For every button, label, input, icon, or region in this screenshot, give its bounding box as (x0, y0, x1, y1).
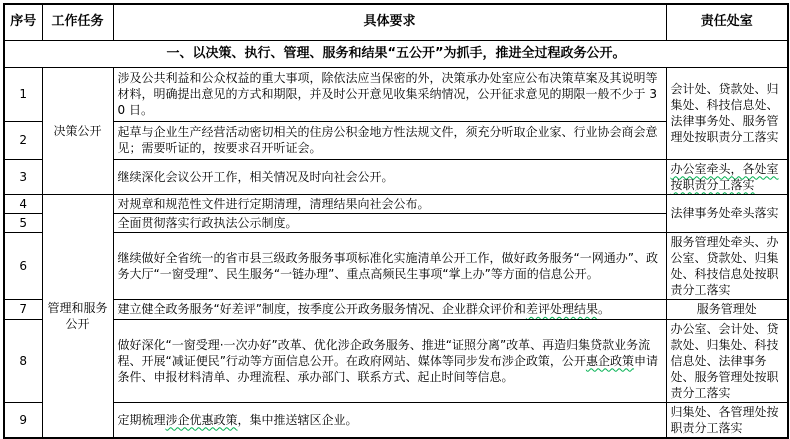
requirement-cell: 涉及公共利益和公众权益的重大事项，除依法应当保密的外，决策承办处室应公布决策草案及其说明等材料，明确提出意见的方式和期限，并及时公开意见收集采纳情况，公开征求意见的期限一般不少于 30 日。 (113, 67, 666, 121)
table-row (4, 232, 788, 299)
table-row (4, 319, 788, 402)
row-number: 8 (4, 319, 42, 402)
row-number: 7 (4, 299, 42, 319)
table-header-row (4, 4, 788, 40)
department-cell: 服务管理处牵头、办公室、贷款处、归集处、科技信息处按职责分工落实 (666, 232, 788, 299)
table-row (4, 67, 788, 121)
table-row (4, 159, 788, 194)
section-row (4, 40, 788, 67)
header-specific-requirement: 具体要求 (113, 4, 666, 40)
requirement-cell: 定期梳理涉企优惠政策，集中推送辖区企业。 (113, 402, 666, 438)
requirement-cell: 建立健全政务服务“好差评”制度，按季度公开政务服务情况、企业群众评价和差评处理结果。 (113, 299, 666, 319)
task-group-decision: 决策公开 (42, 67, 113, 194)
section-title: 一、以决策、执行、管理、服务和结果“五公开”为抓手，推进全过程政务公开。 (4, 40, 788, 67)
work-tasks-table (3, 3, 789, 439)
row-number: 9 (4, 402, 42, 438)
header-work-task: 工作任务 (42, 4, 113, 40)
header-serial-number: 序号 (4, 4, 42, 40)
row-number: 5 (4, 213, 42, 232)
requirement-cell: 继续做好全省统一的省市县三级政务服务事项标准化实施清单公开工作，做好政务服务“一网通办”、政务大厅“一窗受理”、民生服务“一链办理”、重点高频民生事项“掌上办”等方面的信息公开。 (113, 232, 666, 299)
requirement-cell: 全面贯彻落实行政执法公示制度。 (113, 213, 666, 232)
department-cell: 办公室牵头，各处室按职责分工落实 (666, 159, 788, 194)
task-group-management: 管理和服务公开 (42, 194, 113, 438)
header-responsible-department: 责任处室 (666, 4, 788, 40)
row-number: 4 (4, 194, 42, 213)
table-row (4, 194, 788, 213)
department-cell: 会计处、贷款处、归集处、科技信息处、法律事务处、服务管理处按职责分工落实 (666, 67, 788, 159)
row-number: 6 (4, 232, 42, 299)
department-cell: 办公室、会计处、贷款处、归集处、科技信息处、法律事务处、服务管理处按职责分工落实 (666, 319, 788, 402)
requirement-cell: 对规章和规范性文件进行定期清理，清理结果向社会公布。 (113, 194, 666, 213)
table-row (4, 402, 788, 438)
requirement-cell: 继续深化会议公开工作，相关情况及时向社会公开。 (113, 159, 666, 194)
row-number: 1 (4, 67, 42, 121)
department-cell: 法律事务处牵头落实 (666, 194, 788, 232)
requirement-cell: 起草与企业生产经营活动密切相关的住房公积金地方性法规文件，须充分听取企业家、行业协会商会意见；需要听证的，按要求召开听证会。 (113, 121, 666, 159)
table-row (4, 299, 788, 319)
requirement-cell: 做好深化“一窗受理·一次办好”改革、优化涉企政务服务、推进“证照分离”改革、再造归集贷款业务流程、开展“减证便民”行动等方面信息公开。在政府网站、媒体等同步发布涉企政策，公开惠企政策申请条件、申报材料清单、办理流程、承办部门、联系方式、起止时间等信息。 (113, 319, 666, 402)
row-number: 3 (4, 159, 42, 194)
department-cell: 归集处、各管理处按职责分工落实 (666, 402, 788, 438)
department-cell: 服务管理处 (666, 299, 788, 319)
row-number: 2 (4, 121, 42, 159)
